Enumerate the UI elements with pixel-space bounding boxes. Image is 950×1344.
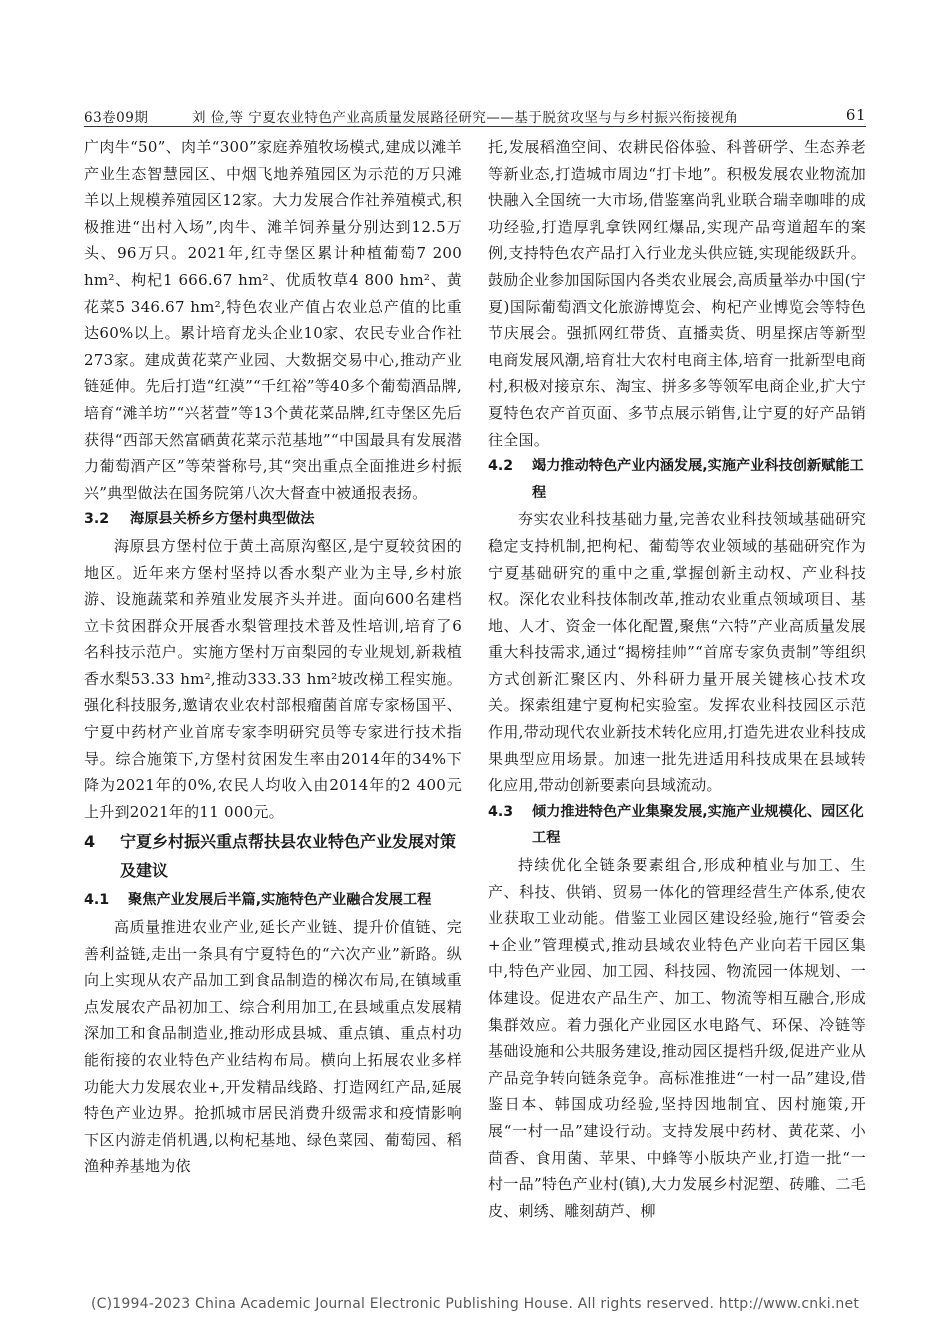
section-title: 倾力推进特色产业集聚发展,实施产业规模化、园区化工程: [532, 803, 864, 847]
section-title: 竭力推动特色产业内涵发展,实施产业科技创新赋能工程: [532, 458, 864, 501]
right-column: [488, 134, 866, 1224]
running-title: 刘 俭,等 宁夏农业特色产业高质量发展路径研究——基于脱贫攻坚与与乡村振兴衔接视角: [192, 110, 739, 126]
section-number: 4.1: [84, 892, 110, 909]
body-paragraph: 夯实农业科技基础力量,完善农业科技领域基础研究稳定支持机制,把枸杞、葡萄等农业领域的基础研究作为宁夏基础研究的重中之重,掌握创新主动权、产业科技权。深化农业科技体制改革,推动农业重点领域项目、基地、人才、资金一体化配置,聚焦“六特”产业高质量发展重大科技需求,通过“揭榜挂帅”“首席专家负责制”等组织方式创新汇聚区内、外科研力量开展关键核心技术攻关。探索组建宁夏枸杞实验室。发挥农业科技园区示范作用,带动现代农业新技术转化应用,打造先进农业科技成果典型应用场景。加速一批先进适用科技成果在县域转化应用,带动创新要素向县域流动。: [488, 510, 866, 795]
body-paragraph: 高质量推进农业产业,延长产业链、提升价值链、完善利益链,走出一条具有宁夏特色的“六次产业”新路。纵向上实现从农产品加工到食品制造的梯次布局,在镇域重点发展农产品初加工、综合利用加工,在县域重点发展精深加工和食品制造业,推动形成县城、重点镇、重点村功能衔接的农业特色产业结构布局。横向上拓展农业多样功能大力发展农业+,开发精品线路、打造网红产品,延展特色产业边界。抢抓城市居民消费升级需求和疫情影响下区内游走俏机遇,以枸杞基地、绿色菜园、葡萄园、稻渔种养基地为依: [84, 918, 462, 1176]
section-heading-4-2: [488, 453, 866, 506]
section-title: 聚焦产业发展后半篇,实施特色产业融合发展工程: [128, 892, 432, 909]
body-paragraph: 广肉牛“50”、肉羊“300”家庭养殖牧场模式,建成以滩羊产业生态智慧园区、中烟飞地养殖园区为示范的万只滩羊以上规模养殖园区12家。大力发展合作社养殖模式,积极推进“出村入场”,肉牛、滩羊饲养量分别达到12.5万头、96万只。2021年,红寺堡区累计种植葡萄7 200 hm²、枸杞1 666.67 hm²、优质牧草4 800 hm²、黄花菜5 346.67 hm²,特色农业产值占农业总产值的比重达60%以上。累计培育龙头企业10家、农民专业合作社273家。建成黄花菜产业园、大数据交易中心,推动产业链延伸。先后打造“红漠”“千红裕”等40多个葡萄酒品牌,培育“滩羊坊”“兴茗萱”等13个黄花菜品牌,红寺堡区先后获得“西部天然富硒黄花菜示范基地”“中国最具有发展潜力葡萄酒产区”等荣誉称号,其“突出重点全面推进乡村振兴”典型做法在国务院第八次大督查中被通报表扬。: [84, 138, 462, 502]
section-title: 海原县关桥乡方堡村典型做法: [130, 511, 315, 528]
body-paragraph: 海原县方堡村位于黄土高原沟壑区,是宁夏较贫困的地区。近年来方堡村坚持以香水梨产业为主导,乡村旅游、设施蔬菜和养殖业发展齐头并进。面向600名建档立卡贫困群众开展香水梨管理技术普及性培训,培育了6名科技示范户。实施方堡村万亩梨园的专业规划,新栽植香水梨53.33 hm²,推动333.33 hm²坡改梯工程实施。强化科技服务,邀请农业农村部根瘤菌首席专家杨国平、宁夏中药材产业首席专家李明研究员等专家进行技术指导。综合施策下,方堡村贫困发生率由2014年的34%下降为2021年的0%,农民人均收入由2014年的2 400元上升到2021年的11 000元。: [84, 536, 462, 821]
section-title: 宁夏乡村振兴重点帮扶县农业特色产业发展对策及建议: [120, 832, 457, 881]
left-column: [84, 134, 462, 1180]
section-number: 3.2: [84, 511, 110, 528]
section-number: 4: [84, 832, 96, 852]
section-heading-3-2: [84, 506, 462, 533]
section-heading-4: [84, 827, 462, 885]
copyright-footer: (C)1994-2023 China Academic Journal Electronic Publishing House. All rights reserved. http://www.cnki.net: [90, 1296, 860, 1312]
page-number: 61: [845, 106, 866, 124]
section-heading-4-3: [488, 799, 866, 852]
section-heading-4-1: [84, 887, 462, 914]
body-paragraph: 托,发展稻渔空间、农耕民俗体验、科普研学、生态养老等新业态,打造城市周边“打卡地”。积极发展农业物流加快融入全国统一大市场,借鉴塞尚乳业联合瑞幸咖啡的成功经验,打造厚乳拿铁网红爆品,实现产品弯道超车的案例,支持特色农产品打入行业龙头供应链,实现能级跃升。鼓励企业参加国际国内各类农业展会,高质量举办中国(宁夏)国际葡萄酒文化旅游博览会、枸杞产业博览会等特色节庆展会。强抓网红带货、直播卖货、明星探店等新型电商发展风潮,培育壮大农村电商主体,培育一批新型电商村,积极对接京东、淘宝、拼多多等领军电商企业,扩大宁夏特色农产首页面、多节点展示销售,让宁夏的好产品销往全国。: [488, 138, 866, 449]
body-paragraph: 持续优化全链条要素组合,形成种植业与加工、生产、科技、供销、贸易一体化的管理经营生产体系,使农业获取工业动能。借鉴工业园区建设经验,施行“管委会+企业”管理模式,推动县域农业特色产业向若干园区集中,特色产业园、加工园、科技园、物流园一体规划、一体建设。促进农产品生产、加工、物流等相互融合,形成集群效应。着力强化产业园区水电路气、环保、冷链等基础设施和公共服务建设,推动园区提档升级,促进产业从产品竞争转向链条竞争。高标准推进“一村一品”建设,借鉴日本、韩国成功经验,坚持因地制宜、因村施策,开展“一村一品”建设行动。支持发展中药材、黄花菜、小茴香、食用菌、苹果、中蜂等小版块产业,打造一批“一村一品”特色产业村(镇),大力发展乡村泥塑、砖雕、二毛皮、刺绣、雕刻葫芦、柳: [488, 856, 866, 1220]
section-number: 4.3: [488, 803, 514, 820]
header-rule: [84, 126, 866, 127]
volume-issue: 63卷09期: [84, 110, 149, 126]
section-number: 4.2: [488, 458, 514, 475]
